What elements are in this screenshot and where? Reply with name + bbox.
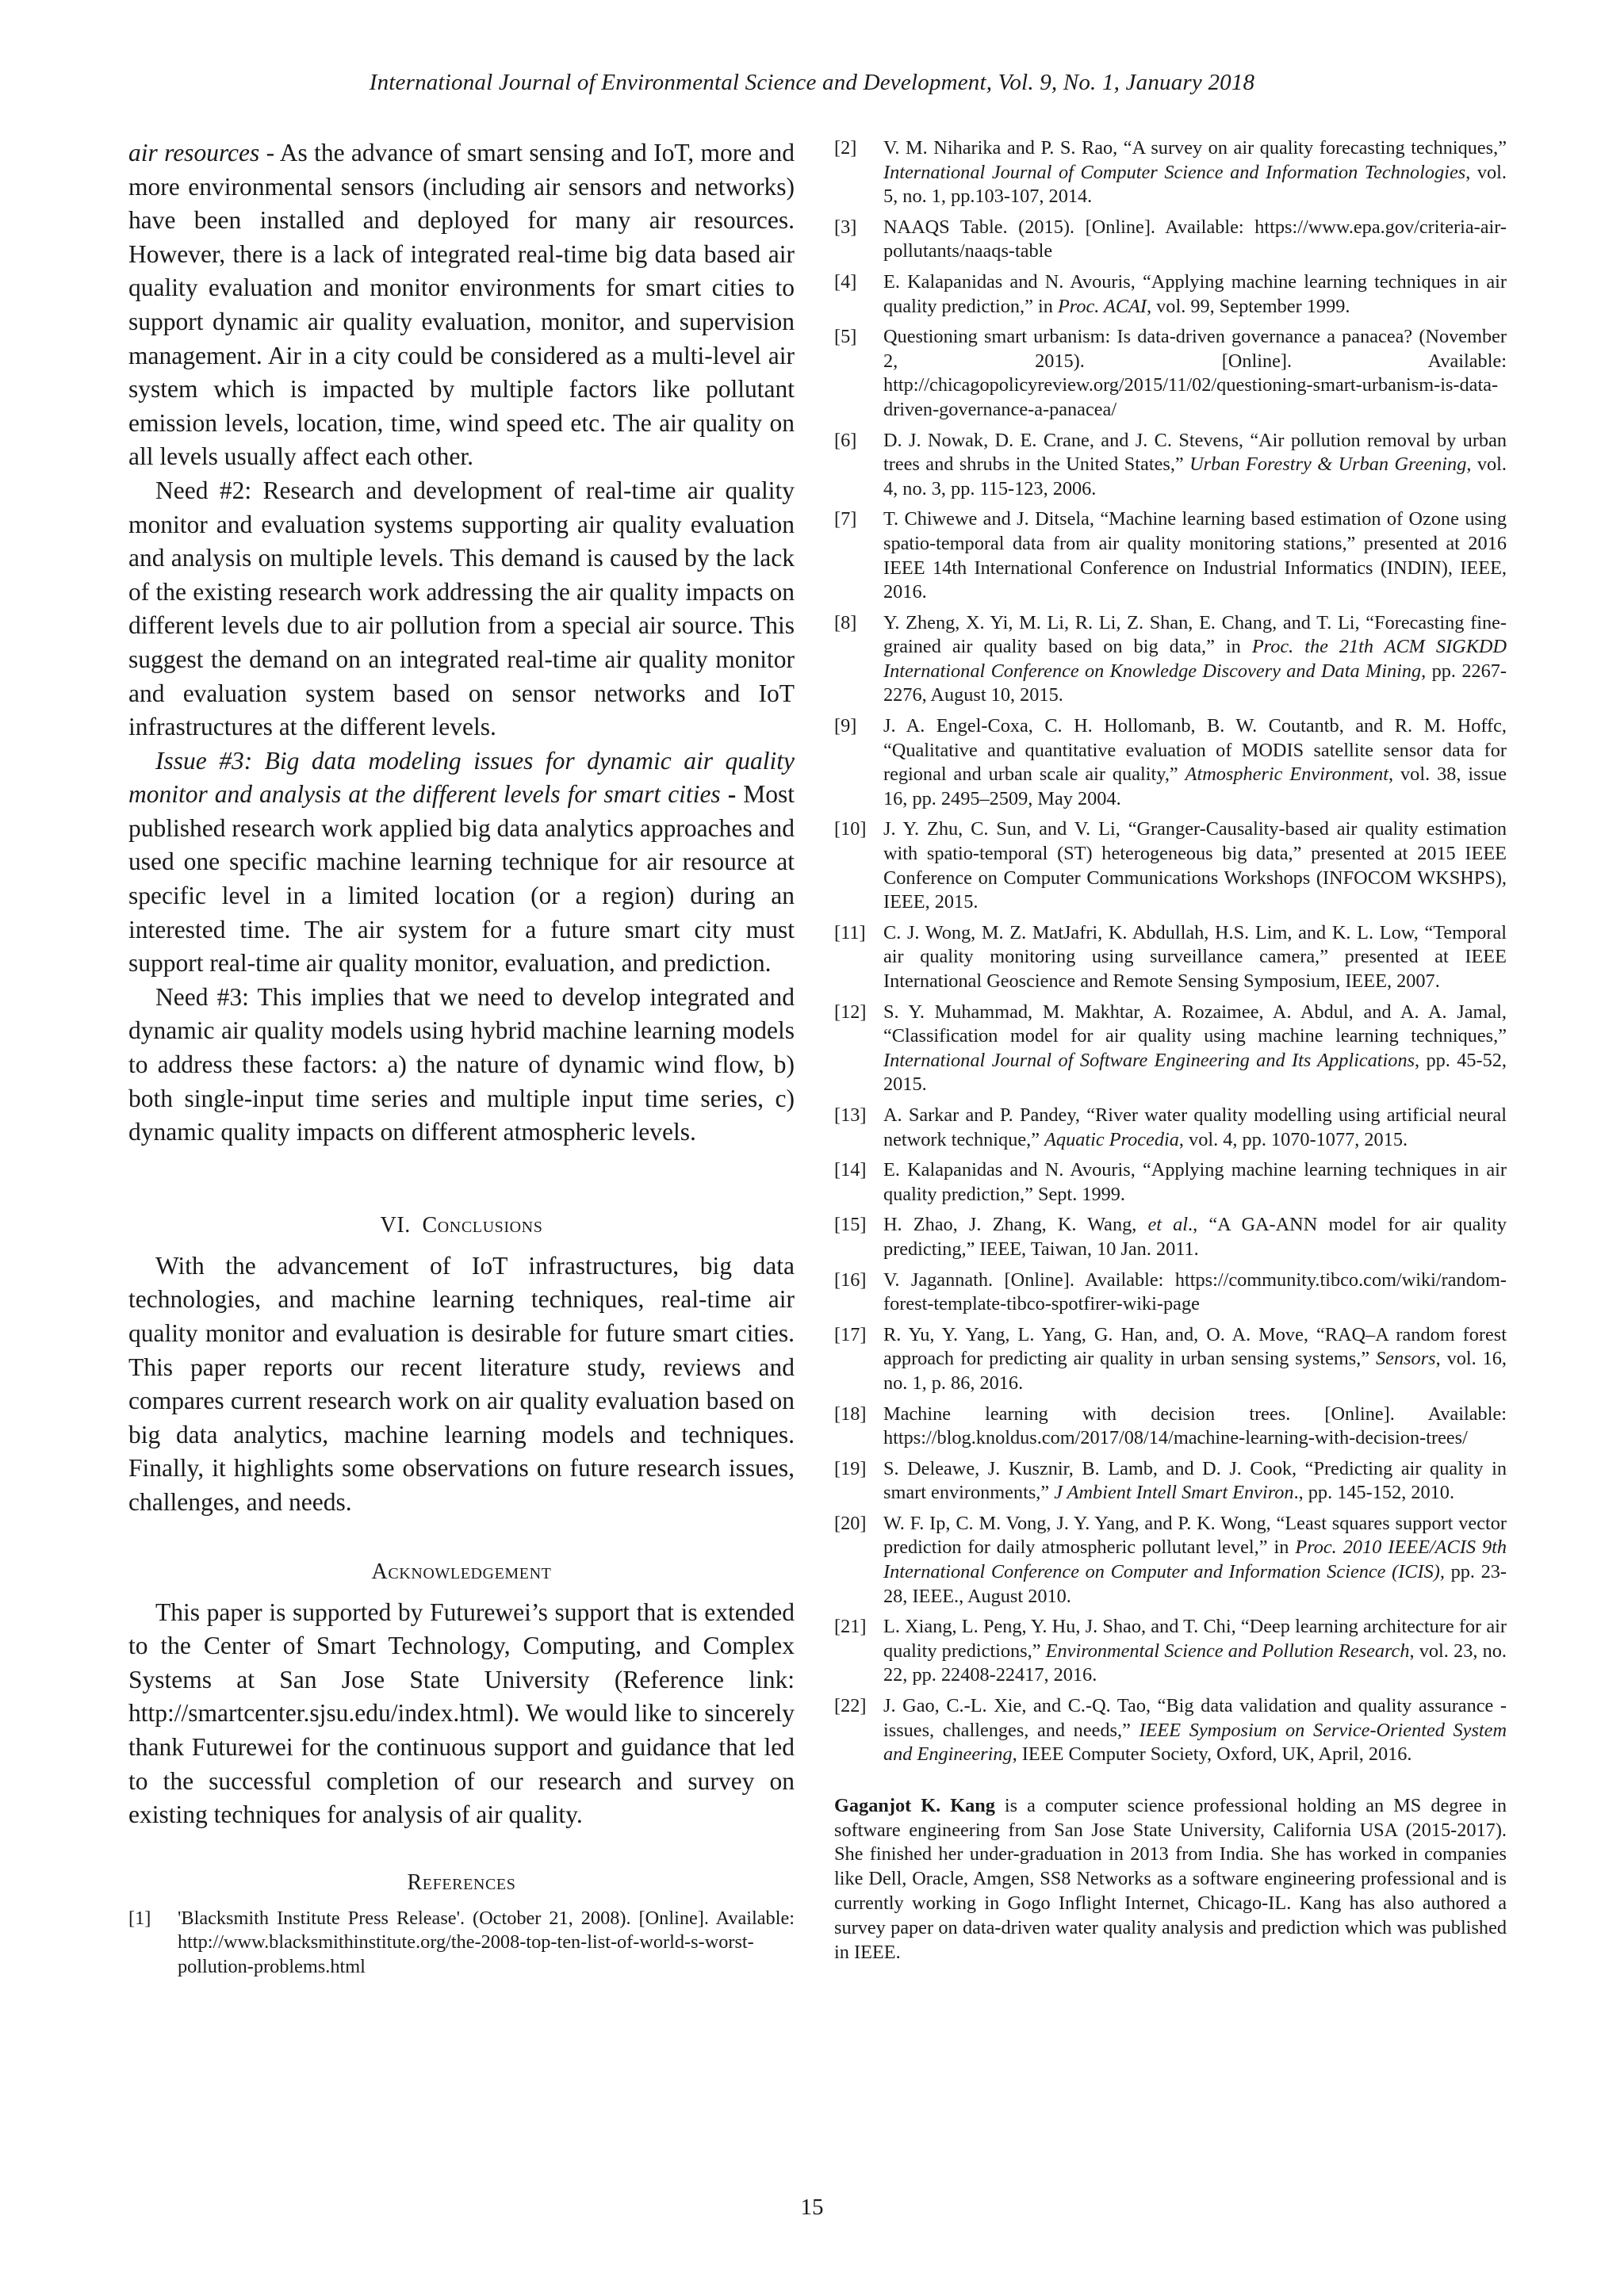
section-heading-conclusions: VI. Conclusions [380, 1212, 543, 1238]
reference-text-part: E. Kalapanidas and N. Avouris, “Applying machine learning techniques in air quality prediction,” Sept. 1999. [883, 1159, 1507, 1205]
reference-text-part: , vol. 38, issue 16, pp. 2495–2509, May 2004. [883, 763, 1507, 809]
paragraph-acknowledgement: This paper is supported by Futurewei’s support that is extended to the Center of Smart Technology, Computing, and Complex Systems at San Jose State University (Reference link: http://smartcenter.sjsu.edu/index.html). We would like to sincerely thank Futurewei for the continuous support and guidance that led to the successful completion of our research and survey on existing techniques for analysis of air quality. [128, 1598, 795, 1829]
reference-text-part: et al [1147, 1214, 1189, 1236]
paragraph-need-2: Need #2: Research and development of real-time air quality monitor and evaluation systems supporting air quality evaluation and analysis on multiple levels. This demand is caused by the lack of the existing research work addressing the air quality impacts on different levels due to air pollution from a special air source. This suggest the demand on an integrated real-time air quality monitor and evaluation system based on sensor networks and IoT infrastructures at the different levels. [128, 476, 795, 741]
reference-text-part: International Journal of Software Engineering and Its Applications [883, 1049, 1415, 1071]
reference-item [834, 1457, 1507, 1506]
reference-text [883, 216, 1507, 264]
paragraph-lead-air-resources: air resources [128, 139, 260, 166]
reference-text [883, 1457, 1507, 1506]
reference-text-part: V. M. Niharika and P. S. Rao, “A survey on air quality forecasting techniques,” [883, 137, 1507, 159]
author-bio-text: is a computer science professional holding an MS degree in software engineering from San Jose State University, California USA (2015-2017). She finished her under-graduation in 2013 from India. She has worked in companies like Dell, Oracle, Amgen, SS8 Networks as a software engineering professional and is currently working in Gogo Inflight Internet, Chicago-IL. Kang has also authored a survey paper on data-driven water quality analysis and prediction which was published in IEEE. [834, 1794, 1507, 1963]
reference-item [834, 921, 1507, 994]
reference-text-part: International Journal of Computer Science and Information Technologies [883, 161, 1466, 183]
reference-number: [14] [834, 1159, 867, 1181]
paragraph-issue-3 [128, 744, 795, 981]
reference-text-part: J. Y. Zhu, C. Sun, and V. Li, “Granger-Causality-based air quality estimation with spatio-temporal (ST) heterogeneous big data,” presented at 2015 IEEE Conference on Computer Communications Workshops (INFOCOM WKSHPS), IEEE, 2015. [883, 818, 1507, 913]
reference-text-part: pp. 23-28, IEEE., August 2010. [883, 1561, 1507, 1607]
reference-item [834, 1615, 1507, 1688]
reference-text-part: S. Deleawe, J. Kusznir, B. Lamb, and D. J. Cook, “Predicting air quality in smart environments,” [883, 1457, 1507, 1504]
reference-text [883, 1512, 1507, 1609]
reference-number: [10] [834, 818, 867, 840]
reference-text [883, 1323, 1507, 1396]
reference-text-part: Proc. 2010 IEEE/ACIS 9th International Conference on Computer and Information Science (ICIS), [883, 1536, 1507, 1583]
reference-number: [6] [834, 429, 857, 451]
reference-item [834, 1158, 1507, 1207]
running-header: International Journal of Environmental Science and Development, Vol. 9, No. 1, January 2018 [369, 70, 1255, 95]
reference-item [834, 1269, 1507, 1317]
reference-text-part: IEEE Symposium on Service-Oriented System and Engineering [883, 1719, 1507, 1766]
reference-number: [8] [834, 611, 857, 633]
reference-item [834, 1323, 1507, 1396]
page-number: 15 [800, 2195, 824, 2220]
paragraph-body: - As the advance of smart sensing and IoT, more and more environmental sensors (including air sensors and networks) have been installed and deployed for many air resources. However, there is a lack of integrated real-time big data based air quality evaluation and monitor environments for smart cities to support dynamic air quality evaluation, monitor, and supervision management. Air in a city could be considered as a multi-level air system which is impacted by multiple factors like pollutant emission levels, location, time, wind speed etc. The air quality on all levels usually affect each other. [128, 139, 795, 471]
reference-text-part: , IEEE Computer Society, Oxford, UK, April, 2016. [1012, 1743, 1412, 1766]
paragraph-body: Most published research work applied big data analytics approaches and used one specific machine learning technique for air resource at specific level in a limited location (or a region) during an interested time. The air system for a future smart city must support real-time air quality monitor, evaluation, and prediction. [128, 780, 795, 978]
reference-text-part: J. A. Engel-Coxa, C. H. Hollomanb, B. W. Coutantb, and R. M. Hoffc, “Qualitative and quantitative evaluation of MODIS satellite sensor data for regional and urban scale air quality,” [883, 715, 1507, 786]
lead-dash: - [720, 780, 737, 809]
reference-number: [13] [834, 1104, 867, 1126]
reference-text: 'Blacksmith Institute Press Release'. (October 21, 2008). [Online]. Available: http://www.blacksmithinstitute.org/the-2008-top-ten-list-of-world-s-worst-pollution-problems.html [178, 1907, 795, 1977]
reference-number: [11] [834, 921, 866, 943]
reference-text-part: , vol. 4, pp. 1070-1077, 2015. [1178, 1128, 1408, 1150]
reference-item [834, 136, 1507, 209]
reference-item [834, 270, 1507, 319]
reference-text-part: , pp. 2267-2276, August 10, 2015. [883, 660, 1507, 706]
reference-text [883, 1269, 1507, 1317]
reference-text-part: S. Y. Muhammad, M. Makhtar, A. Rozaimee, A. Abdul, and A. A. Jamal, “Classification model for air quality using machine learning techniques,” [883, 1001, 1507, 1047]
reference-item [128, 1907, 795, 1980]
reference-text [883, 1001, 1507, 1097]
reference-text-part: R. Yu, Y. Yang, L. Yang, G. Han, and, O. A. Move, “RAQ–A random forest approach for predicting air quality in urban sensing systems,” [883, 1323, 1507, 1370]
reference-item [834, 507, 1507, 604]
reference-number: [20] [834, 1512, 867, 1534]
reference-text-part: Questioning smart urbanism: Is data-driven governance a panacea? (November 2, 2015). [Online]. Available: http://chicagopolicyreview.org/2015/11/02/questioning-smart-urbanism-is-data-driven-governance-a-panacea/ [883, 326, 1507, 420]
section-heading-references: References [407, 1869, 516, 1895]
paragraph-lead-issue-3: Issue #3: Big data modeling issues for dynamic air quality monitor and analysis at the different levels for smart cities [128, 746, 795, 809]
reference-item [834, 1213, 1507, 1261]
reference-number: [19] [834, 1457, 867, 1479]
reference-text-part: , pp. 45-52, 2015. [883, 1049, 1507, 1096]
reference-text-part: Urban Forestry & Urban Greening [1189, 453, 1467, 476]
paragraph-need-3: Need #3: This implies that we need to develop integrated and dynamic air quality models using hybrid machine learning models to address these factors: a) the nature of dynamic wind flow, b) both single-input time series and multiple input time series, c) dynamic quality impacts on different atmospheric levels. [128, 982, 795, 1146]
reference-item [834, 611, 1507, 708]
reference-text-part: Proc. ACAI [1057, 295, 1147, 317]
reference-text-part: , vol. 16, no. 1, p. 86, 2016. [883, 1348, 1507, 1394]
reference-text-part: , vol. 99, September 1999. [1147, 295, 1350, 317]
reference-text [883, 1158, 1507, 1207]
author-name: Gaganjot K. Kang [834, 1794, 995, 1816]
reference-text [883, 1213, 1507, 1261]
reference-number: [3] [834, 216, 857, 238]
reference-text-part: ., “A GA-ANN model for air quality predicting,” IEEE, Taiwan, 10 Jan. 2011. [883, 1214, 1507, 1260]
reference-text [883, 1104, 1507, 1152]
reference-text-part: E. Kalapanidas and N. Avouris, “Applying machine learning techniques in air quality prediction,” in [883, 270, 1507, 317]
reference-text [883, 817, 1507, 914]
reference-text-part: V. Jagannath. [Online]. Available: https://community.tibco.com/wiki/random-forest-template-tibco-spotfirer-wiki-page [883, 1269, 1507, 1315]
reference-item [834, 1402, 1507, 1451]
reference-text-part: A. Sarkar and P. Pandey, “River water quality modelling using artificial neural network technique,” [883, 1104, 1507, 1150]
paragraph-air-resources [128, 136, 795, 474]
reference-text-part: L. Xiang, L. Peng, Y. Hu, J. Shao, and T. Chi, “Deep learning architecture for air quality predictions,” [883, 1616, 1507, 1662]
reference-number: [2] [834, 137, 857, 159]
reference-text-part: Atmospheric Environment [1185, 763, 1388, 786]
reference-item [834, 1104, 1507, 1152]
reference-text-part: NAAQS Table. (2015). [Online]. Available: https://www.epa.gov/criteria-air-pollutants/naaqs-table [883, 216, 1507, 262]
reference-text [883, 270, 1507, 319]
reference-text-part: Sensors [1376, 1348, 1436, 1370]
reference-text [883, 714, 1507, 811]
reference-text-part: , vol. 23, no. 22, pp. 22408-22417, 2016. [883, 1640, 1507, 1686]
reference-number: [7] [834, 508, 857, 530]
reference-number: [12] [834, 1001, 867, 1023]
reference-text-part: , vol. 4, no. 3, pp. 115-123, 2006. [883, 453, 1507, 499]
reference-number: [1] [128, 1907, 151, 1929]
reference-text-part: Environmental Science and Pollution Research [1045, 1640, 1410, 1662]
reference-item [834, 1512, 1507, 1609]
reference-text [883, 921, 1507, 994]
reference-number: [15] [834, 1214, 867, 1236]
section-heading-acknowledgement: Acknowledgement [371, 1559, 552, 1584]
reference-text-part: Machine learning with decision trees. [Online]. Available: https://blog.knoldus.com/2017/08/14/machine-learning-with-decision-trees/ [883, 1402, 1507, 1449]
reference-text [883, 429, 1507, 502]
reference-text-part: , vol. 5, no. 1, pp.103-107, 2014. [883, 161, 1507, 208]
reference-number: [21] [834, 1616, 867, 1638]
reference-item [834, 817, 1507, 914]
reference-number: [22] [834, 1695, 867, 1717]
reference-text [883, 611, 1507, 708]
reference-text-part: Y. Zheng, X. Yi, M. Li, R. Li, Z. Shan, E. Chang, and T. Li, “Forecasting fine-grained air quality based on big data,” in [883, 611, 1507, 658]
reference-list [834, 136, 1507, 1767]
left-column [128, 136, 795, 1986]
reference-item [834, 325, 1507, 422]
reference-item [834, 429, 1507, 502]
reference-text [883, 1694, 1507, 1767]
reference-text-part: C. J. Wong, M. Z. MatJafri, K. Abdullah, H.S. Lim, and K. L. Low, “Temporal air quality monitoring using surveillance camera,” presented at IEEE International Geoscience and Remote Sensing Symposium, IEEE, 2007. [883, 921, 1507, 992]
reference-text-part: Aquatic Procedia [1044, 1128, 1179, 1150]
reference-text-part: J Ambient Intell Smart Environ [1054, 1482, 1294, 1504]
reference-text [883, 325, 1507, 422]
reference-text [883, 507, 1507, 604]
reference-text [883, 136, 1507, 209]
reference-number: [9] [834, 715, 857, 737]
reference-number: [17] [834, 1323, 867, 1345]
reference-number: [16] [834, 1269, 867, 1291]
reference-text-part: J. Gao, C.-L. Xie, and C.-Q. Tao, “Big data validation and quality assurance - issues, challenges, and needs,” [883, 1695, 1507, 1741]
reference-text-part: ., pp. 145-152, 2010. [1293, 1482, 1455, 1504]
reference-text-part: W. F. Ip, C. M. Vong, J. Y. Yang, and P. K. Wong, “Least squares support vector prediction for daily atmospheric pollutant level,” in [883, 1512, 1507, 1559]
reference-text-part: T. Chiwewe and J. Ditsela, “Machine learning based estimation of Ozone using spatio-temporal data from air quality monitoring stations,” presented at 2016 IEEE 14th International Conference on Industrial Informatics (INDIN), IEEE, 2016. [883, 508, 1507, 603]
reference-item [834, 216, 1507, 264]
reference-text-part: Proc. the 21th ACM SIGKDD International Conference on Knowledge Discovery and Data Mining [883, 636, 1507, 682]
reference-number: [18] [834, 1402, 867, 1425]
author-biography [834, 1794, 1507, 1965]
reference-text [883, 1402, 1507, 1451]
reference-text-part: H. Zhao, J. Zhang, K. Wang, [883, 1214, 1148, 1236]
right-column [834, 136, 1507, 1965]
reference-item [834, 1001, 1507, 1097]
reference-text-part: D. J. Nowak, D. E. Crane, and J. C. Stevens, “Air pollution removal by urban trees and shrubs in the United States,” [883, 429, 1507, 476]
reference-text [883, 1615, 1507, 1688]
reference-number: [5] [834, 326, 857, 348]
paragraph-conclusions: With the advancement of IoT infrastructures, big data technologies, and machine learning techniques, real-time air quality monitor and evaluation is desirable for future smart cities. This paper reports our recent literature study, reviews and compares current research work on air quality evaluation based on big data analytics, machine learning models and techniques. Finally, it highlights some observations on future research issues, challenges, and needs. [128, 1251, 795, 1516]
reference-number: [4] [834, 270, 857, 293]
reference-item [834, 1694, 1507, 1767]
reference-item [834, 714, 1507, 811]
